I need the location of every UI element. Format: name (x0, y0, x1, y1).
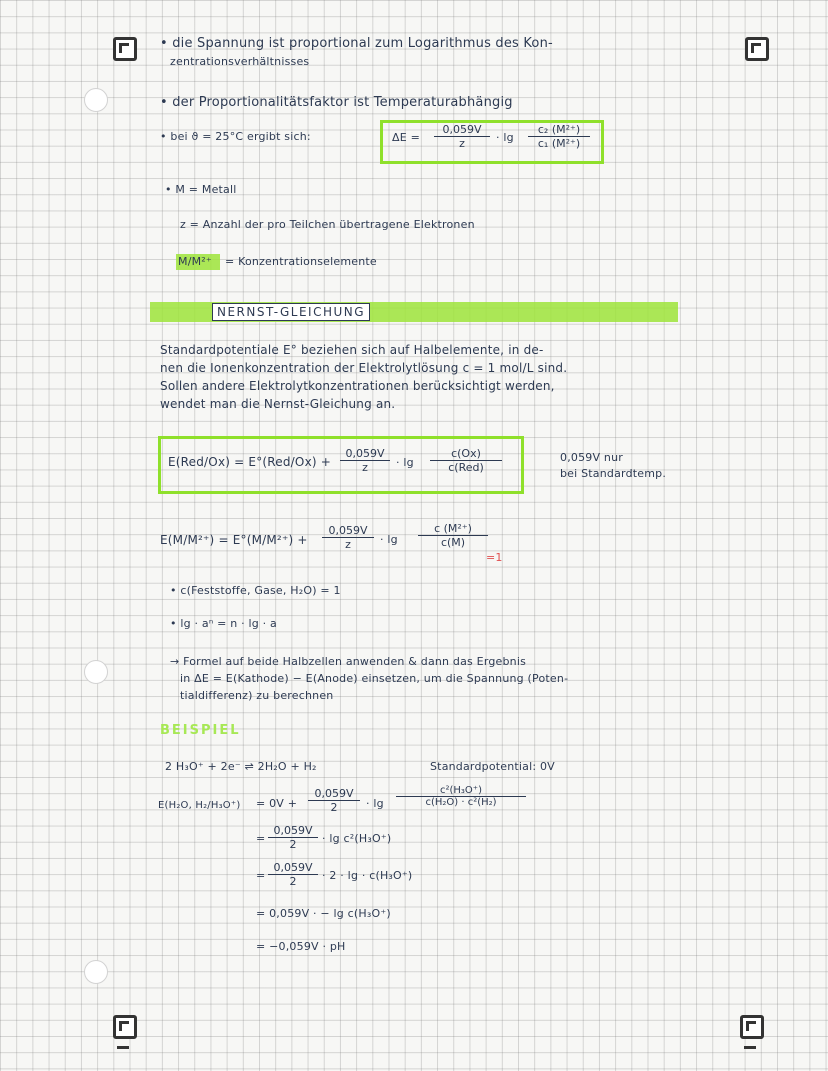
step-2-factor (268, 861, 318, 888)
delta-e-conc-fraction (528, 123, 590, 150)
nernst-note-2: bei Standardtemp. (560, 467, 667, 480)
metal-conc-den: c(M) (440, 536, 466, 549)
example-standard-potential: Standardpotential: 0V (430, 760, 555, 773)
metal-conc-equals-one: =1 (486, 551, 503, 564)
nernst-conc (430, 447, 502, 474)
step-1-eq: = (256, 832, 266, 845)
punch-hole-middle (84, 660, 108, 684)
corner-bar-icon (117, 1046, 129, 1049)
intro-line-3: Sollen andere Elektrolytkonzentrationen berücksichtigt werden, (160, 379, 555, 393)
nernst-factor-num: 0,059V (340, 447, 390, 461)
line-proportional: • die Spannung ist proportional zum Logarithmus des Kon- (160, 36, 553, 51)
metal-definition: • M = Metall (165, 183, 237, 196)
corner-mark-icon (113, 1015, 137, 1039)
line-proportional-cont: zentrationsverhältnisses (170, 55, 310, 68)
example-lg: · lg (366, 797, 384, 810)
bullet-apply-1: → Formel auf beide Halbzellen anwenden & dann das Ergebnis (170, 655, 527, 668)
step-3: = 0,059V · − lg c(H₃O⁺) (256, 907, 391, 920)
delta-e-label: ΔE = (392, 131, 420, 144)
step-2-rest: · 2 · lg · c(H₃O⁺) (322, 869, 413, 882)
nernst-conc-den: c(Red) (448, 461, 484, 474)
step-1-factor (268, 824, 318, 851)
delta-e-conc-num: c₂ (M²⁺) (528, 123, 590, 137)
punch-hole-bottom (84, 960, 108, 984)
nernst-factor-den: z (362, 461, 368, 474)
delta-e-denominator: z (459, 137, 465, 150)
corner-mark-icon (740, 1015, 764, 1039)
metal-lg: · lg (380, 533, 398, 546)
mm-definition: = Konzentrationselemente (225, 255, 377, 268)
delta-e-conc-den: c₁ (M²⁺) (537, 137, 581, 150)
metal-factor-num: 0,059V (322, 524, 374, 538)
example-conc (396, 785, 526, 808)
nernst-lg: · lg (396, 456, 414, 469)
example-conc-num: c²(H₃O⁺) (396, 785, 526, 797)
example-conc-den: c(H₂O) · c²(H₂) (425, 797, 497, 808)
intro-line-2: nen die Ionenkonzentration der Elektrolytlösung c = 1 mol/L sind. (160, 361, 568, 375)
example-factor (308, 787, 360, 814)
nernst-left: E(Red/Ox) = E°(Red/Ox) + (168, 455, 332, 469)
step-1-den: 2 (289, 838, 297, 851)
metal-conc (418, 522, 488, 549)
corner-bar-icon (744, 1046, 756, 1049)
metal-left: E(M/M²⁺) = E°(M/M²⁺) + (160, 533, 308, 547)
nernst-conc-num: c(Ox) (430, 447, 502, 461)
line-factor: • der Proportionalitätsfaktor ist Temperaturabhängig (160, 95, 513, 110)
example-reaction: 2 H₃O⁺ + 2e⁻ ⇌ 2H₂O + H₂ (165, 760, 317, 773)
delta-e-numerator: 0,059V (434, 123, 490, 137)
section-heading: NERNST-GLEICHUNG (212, 303, 370, 321)
bullet-log-rule: • lg · aⁿ = n · lg · a (170, 617, 277, 630)
z-definition: z = Anzahl der pro Teilchen übertragene Elektronen (180, 218, 475, 231)
corner-mark-icon (745, 37, 769, 61)
delta-e-lg: · lg (496, 131, 514, 144)
punch-hole-top (84, 88, 108, 112)
step-2-den: 2 (289, 875, 297, 888)
example-e-eq: = 0V + (256, 797, 298, 810)
step-1-rest: · lg c²(H₃O⁺) (322, 832, 392, 845)
bullet-apply-2: in ΔE = E(Kathode) − E(Anode) einsetzen, um die Spannung (Poten- (180, 672, 569, 685)
metal-factor (322, 524, 374, 551)
line-25c: • bei ϑ = 25°C ergibt sich: (160, 130, 311, 143)
mm-label: M/M²⁺ (178, 255, 212, 268)
corner-mark-icon (113, 37, 137, 61)
step-1-num: 0,059V (268, 824, 318, 838)
example-factor-num: 0,059V (308, 787, 360, 801)
bullet-concentration: • c(Feststoffe, Gase, H₂O) = 1 (170, 584, 341, 597)
nernst-factor (340, 447, 390, 474)
nernst-note-1: 0,059V nur (560, 451, 623, 464)
example-label: BEISPIEL (160, 723, 241, 738)
metal-conc-num: c (M²⁺) (418, 522, 488, 536)
example-e-left: E(H₂O, H₂/H₃O⁺) (158, 800, 241, 811)
example-factor-den: 2 (330, 801, 338, 814)
step-4: = −0,059V · pH (256, 940, 346, 953)
delta-e-fraction (434, 123, 490, 150)
intro-line-4: wendet man die Nernst-Gleichung an. (160, 397, 396, 411)
step-2-eq: = (256, 869, 266, 882)
metal-factor-den: z (345, 538, 351, 551)
intro-line-1: Standardpotentiale E° beziehen sich auf Halbelemente, in de- (160, 343, 544, 357)
bullet-apply-3: tialdifferenz) zu berechnen (180, 689, 334, 702)
step-2-num: 0,059V (268, 861, 318, 875)
